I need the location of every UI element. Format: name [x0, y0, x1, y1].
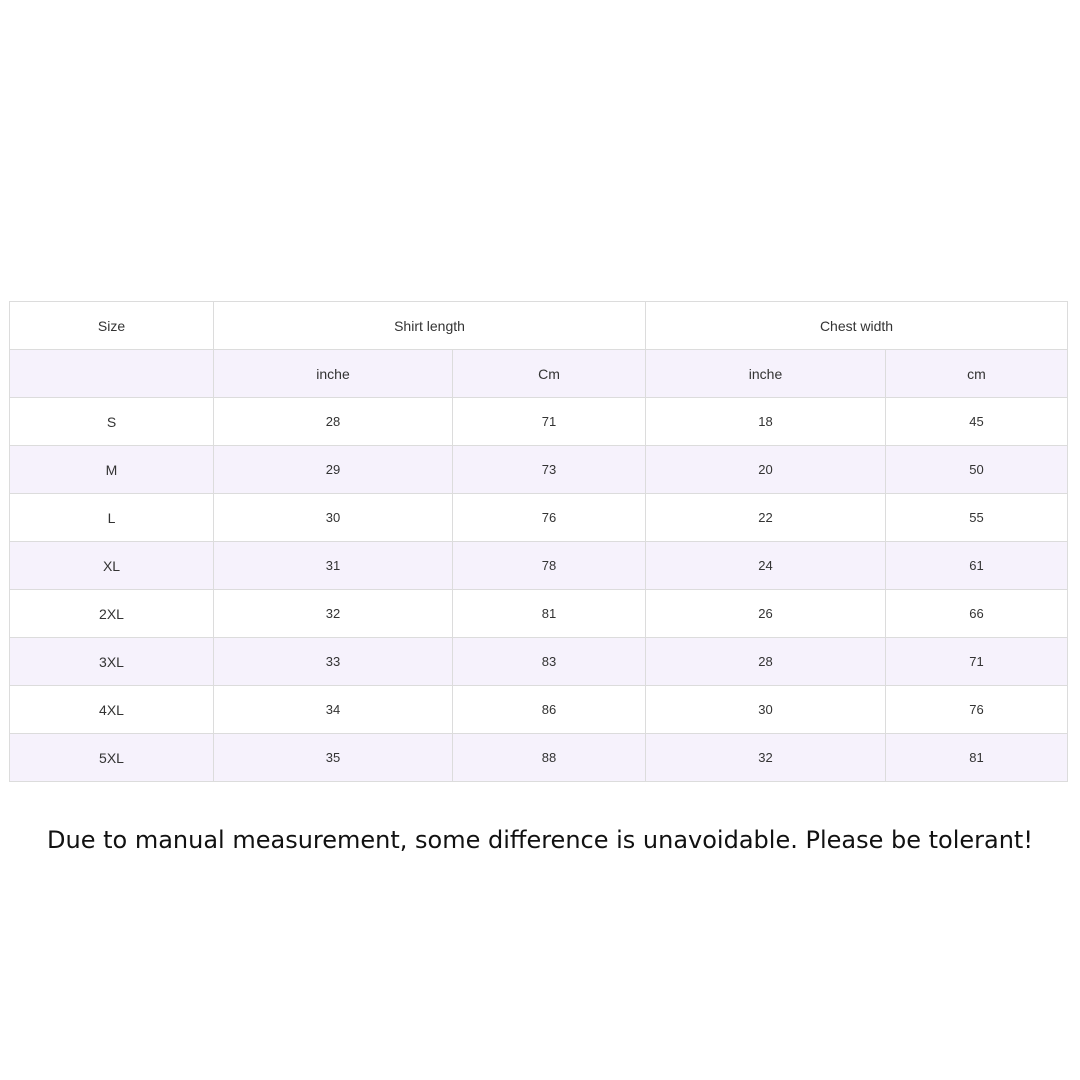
size-cell: 4XL	[10, 686, 214, 734]
measurement-note: Due to manual measurement, some difference is unavoidable. Please be tolerant!	[47, 826, 1033, 854]
table-row	[10, 638, 1068, 686]
chest-width-cm-cell: 76	[886, 686, 1068, 734]
chest-width-inch-unit: inche	[646, 350, 886, 398]
shirt-length-cm-cell: 88	[453, 734, 646, 782]
shirt-length-cm-unit: Cm	[453, 350, 646, 398]
shirt-length-cm-cell: 71	[453, 398, 646, 446]
shirt-length-inch-cell: 31	[214, 542, 453, 590]
table-row	[10, 446, 1068, 494]
chest-width-inch-cell: 32	[646, 734, 886, 782]
size-cell: 3XL	[10, 638, 214, 686]
size-cell: S	[10, 398, 214, 446]
shirt-length-inch-cell: 32	[214, 590, 453, 638]
shirt-length-cm-cell: 81	[453, 590, 646, 638]
shirt-length-inch-cell: 30	[214, 494, 453, 542]
size-chart-table	[9, 301, 1068, 782]
table-row	[10, 398, 1068, 446]
shirt-length-inch-cell: 35	[214, 734, 453, 782]
chest-width-inch-cell: 26	[646, 590, 886, 638]
size-cell: 2XL	[10, 590, 214, 638]
size-header: Size	[10, 302, 214, 350]
shirt-length-cm-cell: 73	[453, 446, 646, 494]
chest-width-header: Chest width	[646, 302, 1068, 350]
chest-width-inch-cell: 20	[646, 446, 886, 494]
chest-width-inch-cell: 28	[646, 638, 886, 686]
chest-width-inch-cell: 30	[646, 686, 886, 734]
shirt-length-header: Shirt length	[214, 302, 646, 350]
shirt-length-inch-cell: 28	[214, 398, 453, 446]
size-cell: L	[10, 494, 214, 542]
shirt-length-cm-cell: 78	[453, 542, 646, 590]
chest-width-cm-cell: 61	[886, 542, 1068, 590]
shirt-length-cm-cell: 83	[453, 638, 646, 686]
shirt-length-inch-cell: 33	[214, 638, 453, 686]
shirt-length-cm-cell: 86	[453, 686, 646, 734]
chest-width-cm-cell: 50	[886, 446, 1068, 494]
chest-width-inch-cell: 24	[646, 542, 886, 590]
chest-width-cm-cell: 45	[886, 398, 1068, 446]
chest-width-cm-cell: 81	[886, 734, 1068, 782]
chest-width-cm-cell: 71	[886, 638, 1068, 686]
chest-width-cm-cell: 66	[886, 590, 1068, 638]
chest-width-cm-cell: 55	[886, 494, 1068, 542]
chest-width-cm-unit: cm	[886, 350, 1068, 398]
table-row	[10, 494, 1068, 542]
chest-width-inch-cell: 22	[646, 494, 886, 542]
chest-width-inch-cell: 18	[646, 398, 886, 446]
table-row	[10, 542, 1068, 590]
units-row	[10, 350, 1068, 398]
table-row	[10, 734, 1068, 782]
table-row	[10, 686, 1068, 734]
shirt-length-inch-cell: 34	[214, 686, 453, 734]
shirt-length-inch-cell: 29	[214, 446, 453, 494]
size-cell: M	[10, 446, 214, 494]
shirt-length-inch-unit: inche	[214, 350, 453, 398]
size-cell: XL	[10, 542, 214, 590]
header-row	[10, 302, 1068, 350]
units-size-cell	[10, 350, 214, 398]
shirt-length-cm-cell: 76	[453, 494, 646, 542]
size-cell: 5XL	[10, 734, 214, 782]
table-row	[10, 590, 1068, 638]
